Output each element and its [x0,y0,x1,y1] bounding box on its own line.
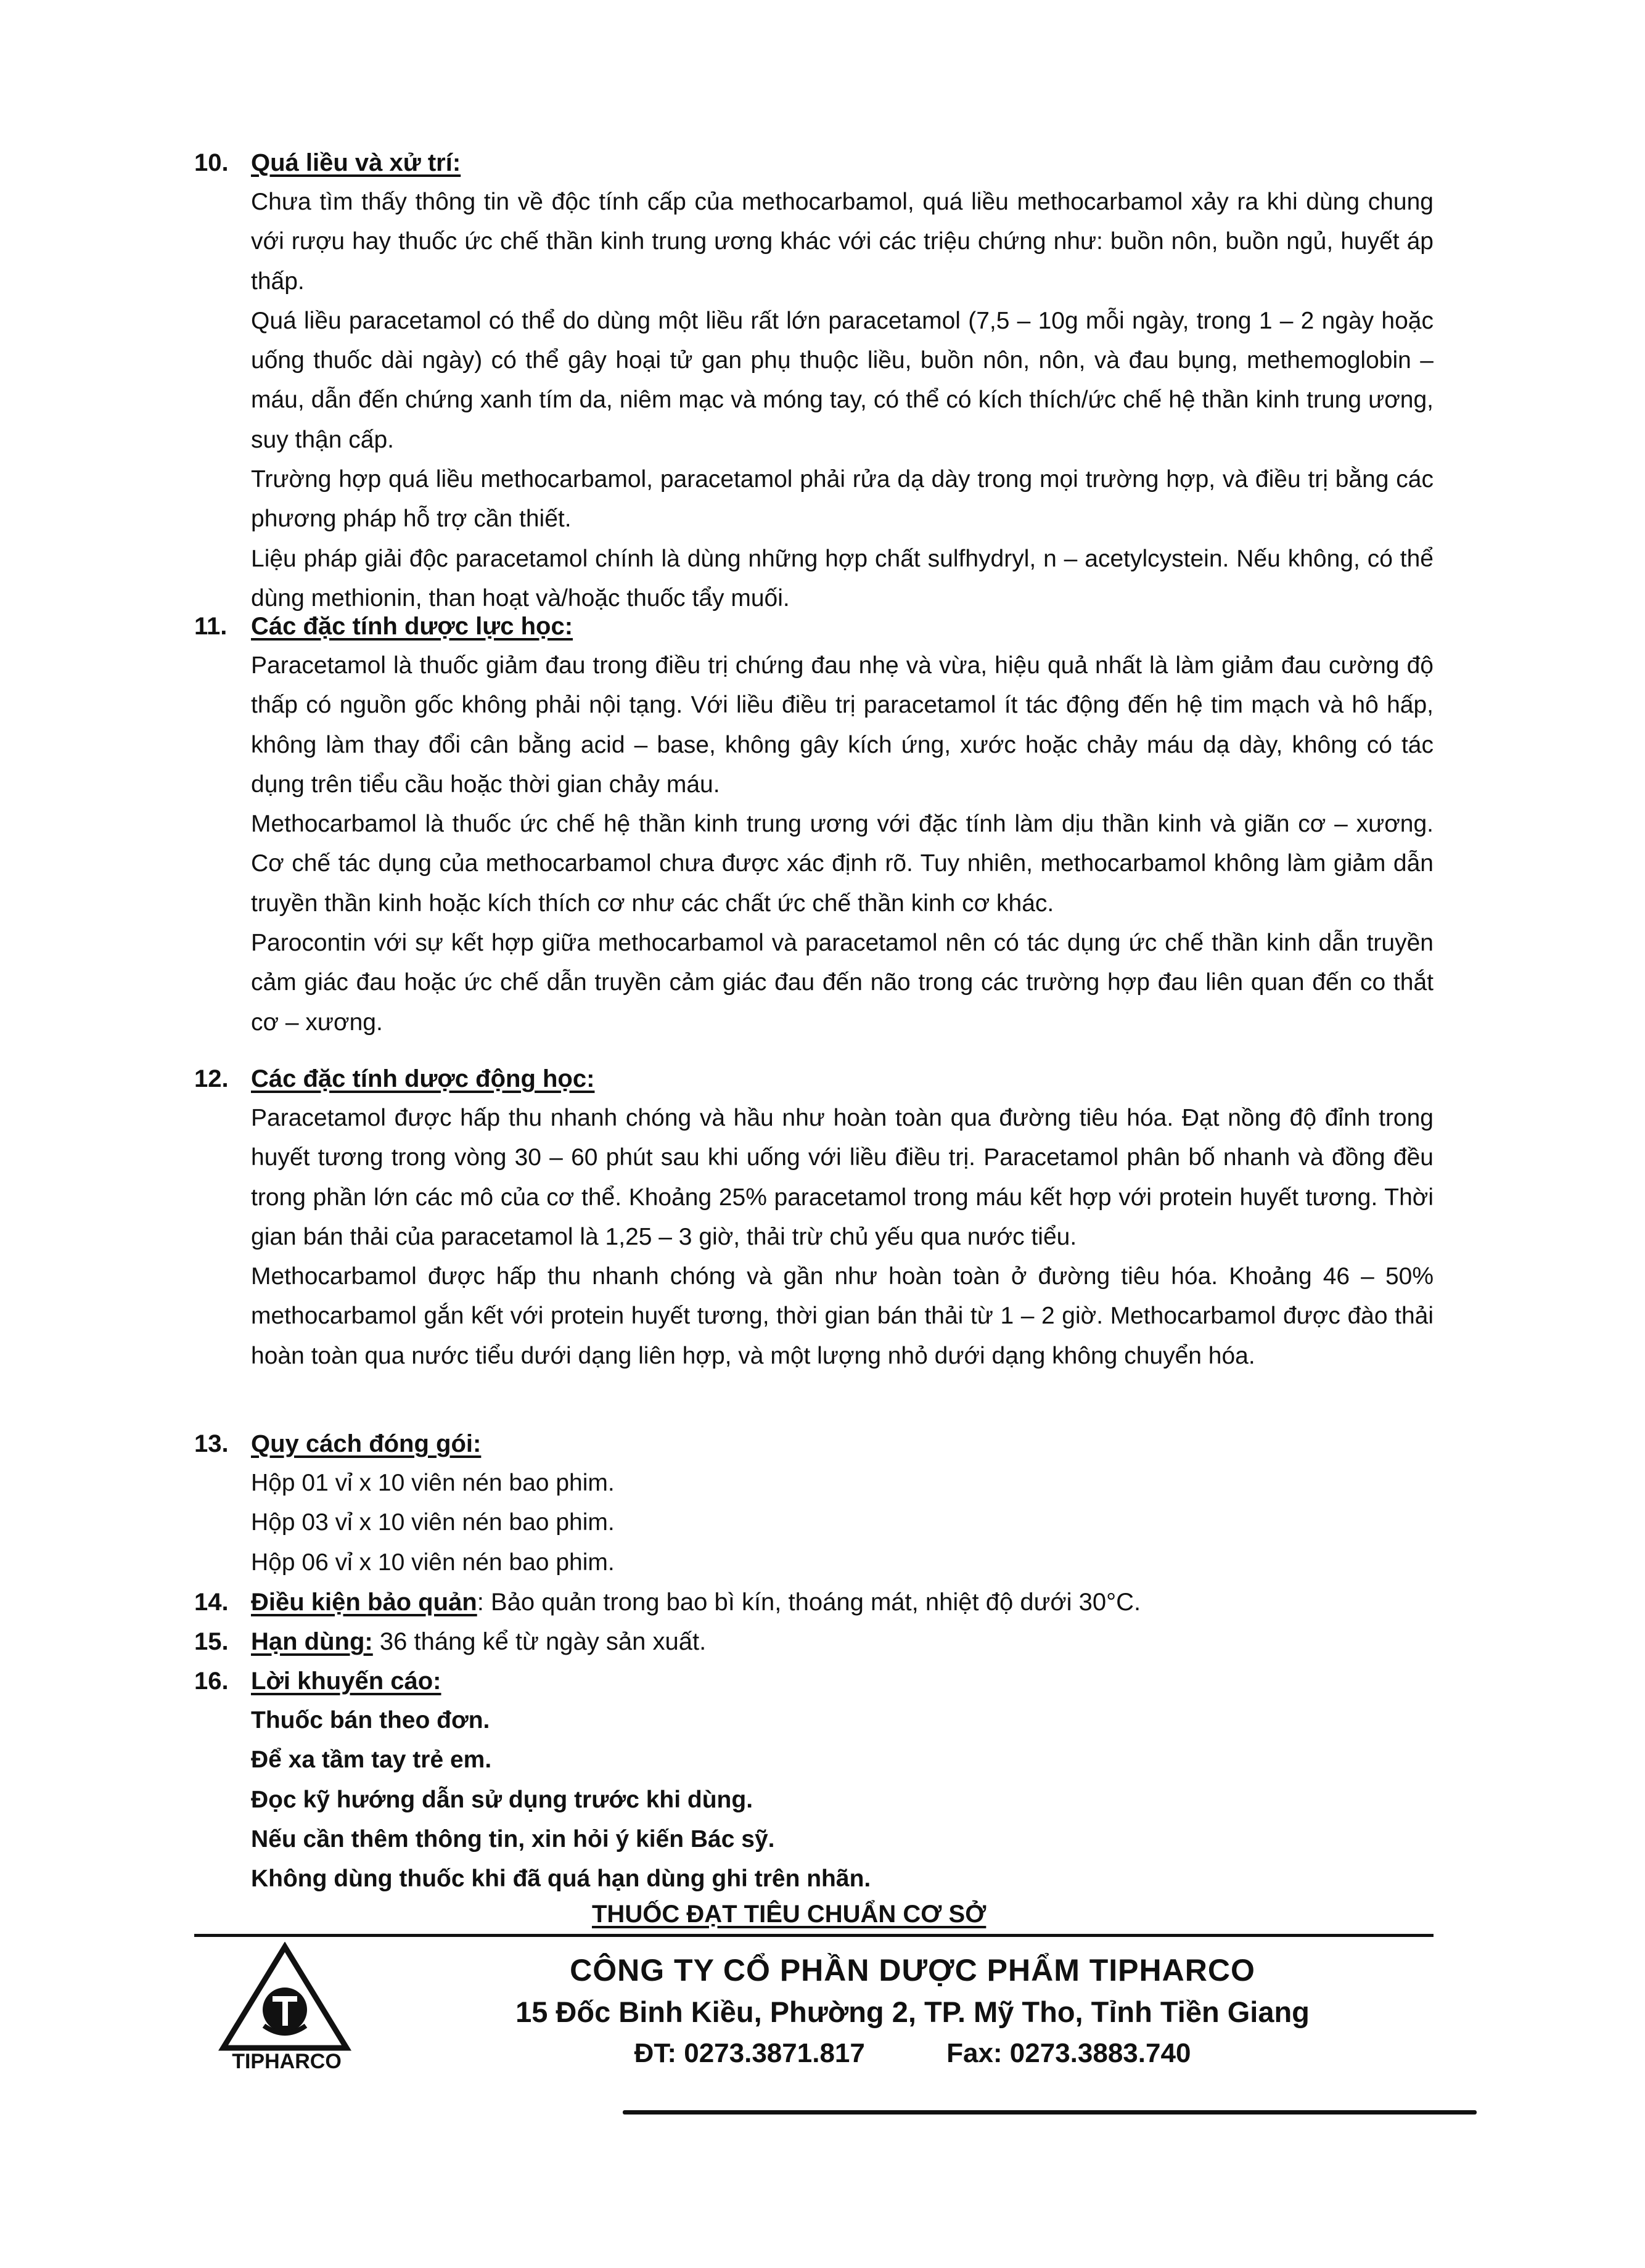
warning-line: Để xa tầm tay trẻ em. [251,1746,492,1774]
section-pharmacokinetics [194,1059,1434,1376]
section-title: Hạn dùng: [251,1628,373,1655]
packaging-line: Hộp 06 vỉ x 10 viên nén bao phim. [251,1549,615,1576]
shelf-life-text: 36 tháng kể từ ngày sản xuất. [372,1628,707,1655]
section-number: 15. [194,1628,229,1655]
section-title: Các đặc tính dược động học: [251,1065,595,1092]
warning-line: Đọc kỹ hướng dẫn sử dụng trước khi dùng. [251,1786,753,1813]
section-title: Điều kiện bảo quản [251,1589,477,1616]
paragraph: Methocarbamol được hấp thu nhanh chóng và gần như hoàn toàn ở đường tiêu hóa. Khoảng 46 – 50% methocarbamol gắn kết với protein huyết tương, thời gian bán thải từ 1 – 2 giờ. Methocarbamol được đào thải hoàn toàn qua nước tiểu dưới dạng liên hợp, và một lượng nhỏ dưới dạng không chuyển hóa. [251,1263,1434,1369]
paragraph: Liệu pháp giải độc paracetamol chính là dùng những hợp chất sulfhydryl, n – acetylcystein. Nếu không, có thể dùng methionin, than hoạt và/hoặc thuốc tẩy muối. [251,545,1434,612]
paragraph: Methocarbamol là thuốc ức chế hệ thần kinh trung ương với đặc tính làm dịu thần kinh và giãn cơ – xương. Cơ chế tác dụng của methocarbamol chưa được xác định rõ. Tuy nhiên, methocarbamol không làm giảm dẫn truyền thần kinh hoặc kích thích cơ như các chất ức chế thần kinh cơ khác. [251,811,1434,917]
section-packaging [194,1424,1434,1582]
warning-line: Nếu cần thêm thông tin, xin hỏi ý kiến Bác sỹ. [251,1825,775,1852]
section-warnings [194,1661,1434,1899]
footer-divider [194,1934,1434,1937]
paragraph: Trường hợp quá liều methocarbamol, paracetamol phải rửa dạ dày trong mọi trường hợp, và điều trị bằng các phương pháp hỗ trợ cần thiết. [251,466,1434,533]
section-number: 16. [194,1668,229,1695]
paragraph: Chưa tìm thấy thông tin về độc tính cấp của methocarbamol, quá liều methocarbamol xảy ra khi dùng chung với rượu hay thuốc ức chế thần kinh trung ương khác với các triệu chứng như: buồn nôn, buồn ngủ, huyết áp thấp. [251,189,1434,295]
paragraph: Parocontin với sự kết hợp giữa methocarbamol và paracetamol nên có tác dụng ức chế thần kinh dẫn truyền cảm giác đau hoặc ức chế dẫn truyền cảm giác đau đến não trong các trường hợp đau liên quan đến co thắt cơ – xương. [251,930,1434,1036]
company-fax: Fax: 0273.3883.740 [946,2038,1191,2068]
quality-standard-note: THUỐC ĐẠT TIÊU CHUẨN CƠ SỞ [592,1901,987,1928]
section-storage [194,1582,1434,1622]
section-pharmacodynamics [194,607,1434,1042]
section-title: Lời khuyến cáo: [251,1668,441,1695]
section-number: 10. [194,149,229,176]
section-title: Quá liều và xử trí: [251,149,461,176]
company-info [370,1949,1455,2074]
packaging-line: Hộp 01 vỉ x 10 viên nén bao phim. [251,1470,615,1496]
section-overdose [194,143,1434,618]
section-title: Quy cách đóng gói: [251,1430,482,1457]
packaging-line: Hộp 03 vỉ x 10 viên nén bao phim. [251,1509,615,1536]
paragraph: Quá liều paracetamol có thể do dùng một liều rất lớn paracetamol (7,5 – 10g mỗi ngày, trong 1 – 2 ngày hoặc uống thuốc dài ngày) có thể gây hoại tử gan phụ thuộc liều, buồn nôn, nôn, và đau bụng, methemoglobin – máu, dẫn đến chứng xanh tím da, niêm mạc và móng tay, có thể có kích thích/ức chế hệ thần kinh trung ương, suy thận cấp. [251,307,1434,453]
warning-line: Không dùng thuốc khi đã quá hạn dùng ghi trên nhãn. [251,1865,871,1893]
company-name: CÔNG TY CỔ PHẦN DƯỢC PHẨM TIPHARCO [570,1953,1255,1988]
logo-caption: TIPHARCO [232,2050,342,2073]
bottom-rule [623,2110,1477,2114]
section-number: 12. [194,1065,229,1092]
section-number: 13. [194,1430,229,1457]
section-number: 11. [194,613,228,640]
section-number: 14. [194,1589,229,1616]
company-address: 15 Đốc Binh Kiều, Phường 2, TP. Mỹ Tho, Tỉnh Tiền Giang [515,1996,1310,2028]
section-shelf-life [194,1622,1434,1661]
storage-text: : Bảo quản trong bao bì kín, thoáng mát, nhiệt độ dưới 30°C. [477,1589,1141,1616]
paragraph: Paracetamol được hấp thu nhanh chóng và hầu như hoàn toàn qua đường tiêu hóa. Đạt nồng độ đỉnh trong huyết tương trong vòng 30 – 60 phút sau khi uống với liều điều trị. Paracetamol phân bố nhanh và đồng đều trong phần lớn các mô của cơ thể. Khoảng 25% paracetamol trong máu kết hợp với protein huyết tương. Thời gian bán thải của paracetamol là 1,25 – 3 giờ, thải trừ chủ yếu qua nước tiểu. [251,1105,1434,1250]
section-title: Các đặc tính dược lực học: [251,613,573,640]
company-phone: ĐT: 0273.3871.817 [634,2038,865,2068]
warning-line: Thuốc bán theo đơn. [251,1707,490,1734]
paragraph: Paracetamol là thuốc giảm đau trong điều trị chứng đau nhẹ và vừa, hiệu quả nhất là làm giảm đau cường độ thấp có nguồn gốc không phải nội tạng. Với liều điều trị paracetamol ít tác động đến hệ tim mạch và hô hấp, không làm thay đổi cân bằng acid – base, không gây kích ứng, xước hoặc chảy máu dạ dày, không có tác dụng trên tiểu cầu hoặc thời gian chảy máu. [251,652,1434,798]
